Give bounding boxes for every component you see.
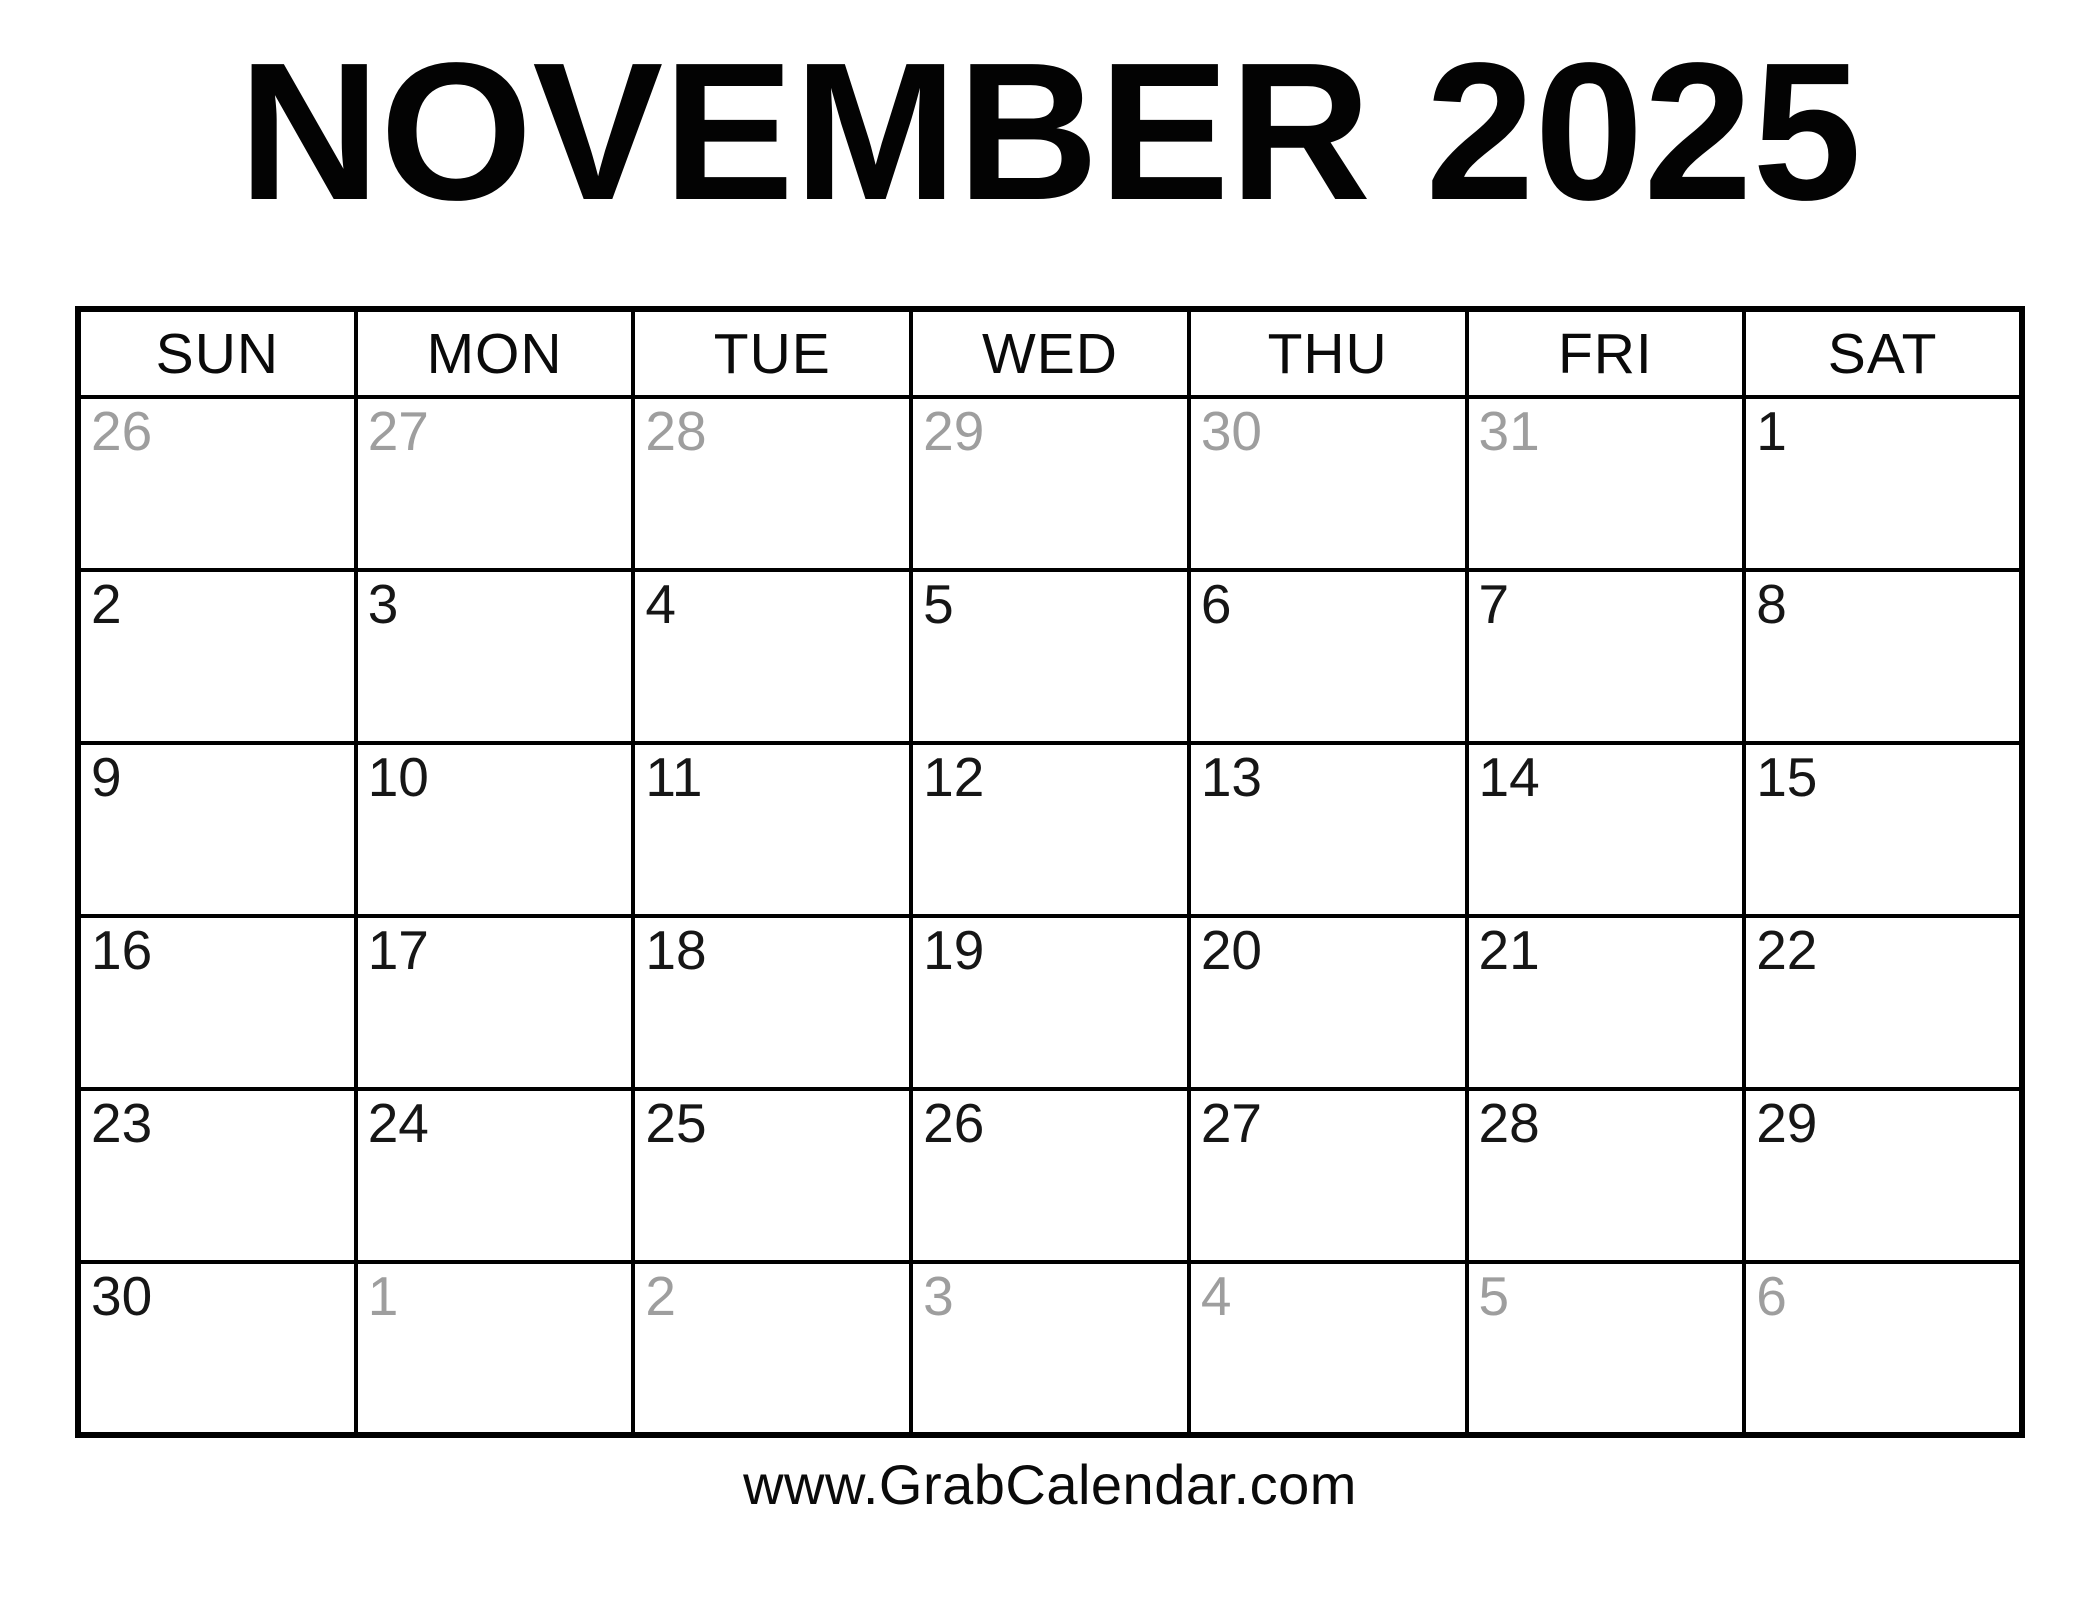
- day-number: 31: [1478, 400, 1540, 462]
- day-cell: [911, 743, 1189, 916]
- day-cell: [78, 916, 356, 1089]
- week-row: [78, 743, 2022, 916]
- day-number: 18: [645, 919, 707, 981]
- day-cell: [633, 1262, 911, 1435]
- day-number: 23: [91, 1092, 153, 1154]
- day-number: 16: [91, 919, 153, 981]
- day-number: 17: [367, 919, 429, 981]
- day-cell: [911, 397, 1189, 570]
- day-cell: [1744, 1262, 2022, 1435]
- day-cell: [633, 1089, 911, 1262]
- footer-website-url: www.GrabCalendar.com: [743, 1453, 1357, 1516]
- day-cell: [911, 1089, 1189, 1262]
- day-cell: [633, 916, 911, 1089]
- day-cell: [1744, 743, 2022, 916]
- weekday-header-sun: SUN: [78, 309, 356, 397]
- page-title: NOVEMBER 2025: [238, 22, 1862, 241]
- day-cell: [1189, 397, 1467, 570]
- week-row: [78, 916, 2022, 1089]
- day-number: 28: [1478, 1092, 1540, 1154]
- day-number: 26: [923, 1092, 985, 1154]
- day-cell: [356, 1262, 634, 1435]
- day-number: 7: [1478, 573, 1510, 635]
- day-number: 30: [1200, 400, 1262, 462]
- day-number: 28: [645, 400, 707, 462]
- day-cell: [1467, 1089, 1745, 1262]
- week-row: [78, 397, 2022, 570]
- day-number: 2: [91, 573, 122, 635]
- day-number: 4: [1200, 1265, 1232, 1327]
- weekday-header-thu: THU: [1189, 309, 1467, 397]
- day-cell: [356, 570, 634, 743]
- day-number: 19: [923, 919, 985, 981]
- week-row: [78, 1089, 2022, 1262]
- day-number: 30: [91, 1265, 153, 1327]
- day-number: 3: [923, 1265, 954, 1327]
- day-number: 1: [367, 1265, 399, 1327]
- day-cell: [1467, 570, 1745, 743]
- day-number: 25: [645, 1092, 707, 1154]
- day-cell: [1189, 570, 1467, 743]
- day-cell: [911, 570, 1189, 743]
- day-cell: [78, 743, 356, 916]
- day-number: 29: [923, 400, 985, 462]
- day-number: 9: [91, 746, 122, 808]
- day-number: 12: [923, 746, 985, 808]
- weekday-header-sat: SAT: [1744, 309, 2022, 397]
- weekday-header-tue: TUE: [633, 309, 911, 397]
- day-cell: [633, 570, 911, 743]
- day-cell: [1467, 916, 1745, 1089]
- day-cell: [1189, 743, 1467, 916]
- weekday-header-fri: FRI: [1467, 309, 1745, 397]
- day-cell: [356, 397, 634, 570]
- calendar-grid: [75, 306, 2025, 1438]
- day-number: 27: [1200, 1092, 1262, 1154]
- day-number: 24: [367, 1092, 429, 1154]
- day-cell: [1744, 570, 2022, 743]
- day-cell: [78, 570, 356, 743]
- day-cell: [911, 1262, 1189, 1435]
- day-number: 2: [645, 1265, 676, 1327]
- week-row: [78, 570, 2022, 743]
- day-number: 5: [1478, 1265, 1510, 1327]
- day-number: 4: [645, 573, 676, 635]
- day-cell: [78, 397, 356, 570]
- day-cell: [1467, 743, 1745, 916]
- day-number: 15: [1756, 746, 1818, 808]
- day-number: 26: [91, 400, 153, 462]
- day-cell: [1744, 397, 2022, 570]
- day-cell: [633, 743, 911, 916]
- day-cell: [356, 1089, 634, 1262]
- day-number: 8: [1756, 573, 1787, 635]
- weekday-header-mon: MON: [356, 309, 634, 397]
- day-number: 10: [367, 746, 429, 808]
- day-number: 3: [367, 573, 399, 635]
- day-number: 21: [1478, 919, 1540, 981]
- day-cell: [1744, 1089, 2022, 1262]
- day-number: 11: [645, 746, 703, 808]
- day-cell: [356, 916, 634, 1089]
- day-cell: [356, 743, 634, 916]
- day-cell: [1189, 1262, 1467, 1435]
- day-cell: [1467, 397, 1745, 570]
- day-cell: [78, 1262, 356, 1435]
- day-cell: [1189, 916, 1467, 1089]
- week-row: [78, 1262, 2022, 1435]
- day-cell: [78, 1089, 356, 1262]
- day-number: 6: [1756, 1265, 1787, 1327]
- day-cell: [911, 916, 1189, 1089]
- day-number: 1: [1756, 400, 1787, 462]
- day-number: 20: [1200, 919, 1262, 981]
- day-number: 6: [1200, 573, 1232, 635]
- day-number: 22: [1756, 919, 1818, 981]
- weekday-header-wed: WED: [911, 309, 1189, 397]
- day-number: 5: [923, 573, 954, 635]
- weekday-header-row: [78, 309, 2022, 397]
- day-number: 14: [1478, 746, 1540, 808]
- day-cell: [1189, 1089, 1467, 1262]
- day-cell: [633, 397, 911, 570]
- day-number: 29: [1756, 1092, 1818, 1154]
- day-number: 27: [367, 400, 429, 462]
- day-number: 13: [1200, 746, 1262, 808]
- day-cell: [1744, 916, 2022, 1089]
- day-cell: [1467, 1262, 1745, 1435]
